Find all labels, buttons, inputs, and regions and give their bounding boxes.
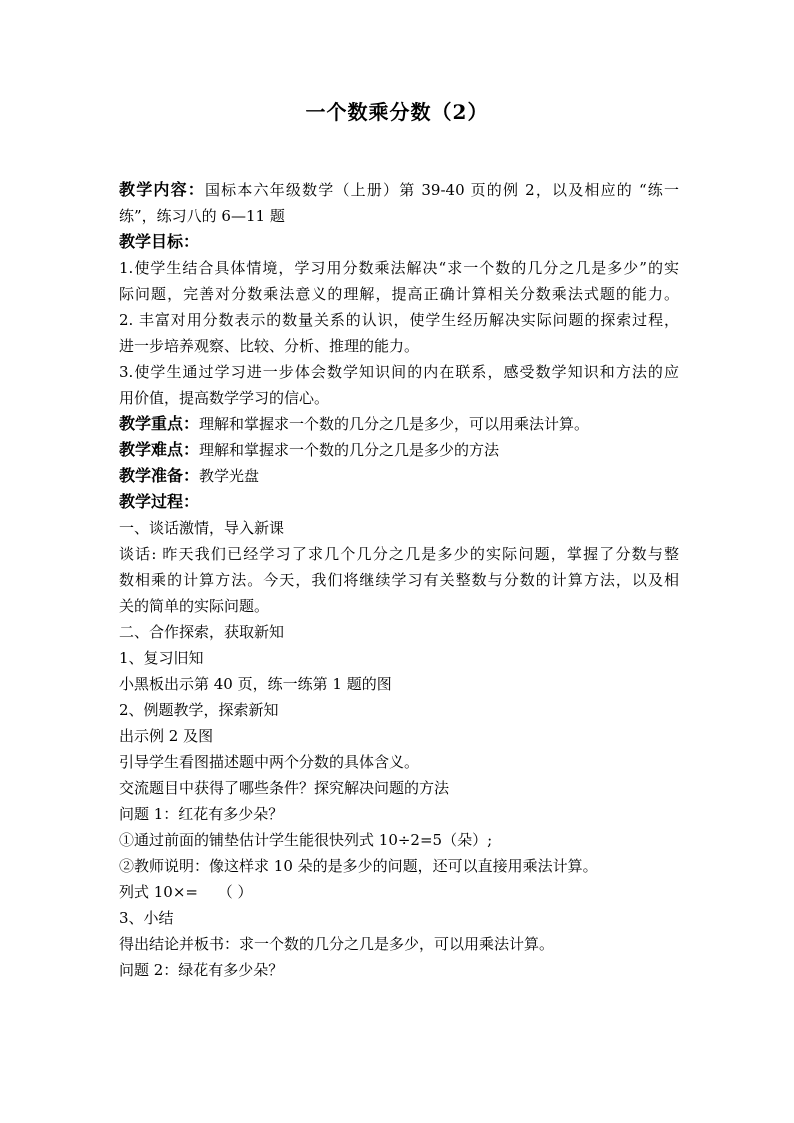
question-1-step-a: ①通过前面的铺垫估计学生能很快列式 10÷2=5（朵）; (119, 831, 493, 849)
key-point-text: 理解和掌握求一个数的几分之几是多少，可以用乘法计算。 (199, 415, 590, 433)
goal-1-line-2: 际问题，完善对分数乘法意义的理解，提高正确计算相关分数乘法式题的能力。 (119, 285, 679, 303)
question-1: 问题 1：红花有多少朵？ (119, 805, 284, 823)
goal-3-line-2: 用价值，提高数学学习的信心。 (119, 389, 330, 407)
goal-2-line-2: 进一步培养观察、比较、分析、推理的能力。 (119, 337, 420, 355)
document-body (119, 177, 679, 983)
key-point-line (119, 411, 679, 437)
example-text-1: 出示例 2 及图 (119, 727, 214, 745)
teaching-content-label: 教学内容： (119, 180, 205, 199)
summary-text: 得出结论并板书：求一个数的几分之几是多少，可以用乘法计算。 (119, 935, 555, 953)
question-1-formula: 列式 10×= （ ） (119, 883, 253, 901)
talk-line-2: 数相乘的计算方法。今天，我们将继续学习有关整数与分数的计算方法，以及相 (119, 571, 679, 589)
talk-line-3: 关的简单的实际问题。 (119, 597, 270, 615)
goal-2-line-1: 2. 丰富对用分数表示的数量关系的认识，使学生经历解决实际问题的探索过程， (119, 311, 679, 329)
goal-1-line-1: 1.使学生结合具体情境，学习用分数乘法解决“求一个数的几分之几是多少”的实 (119, 259, 679, 277)
review-text: 小黑板出示第 40 页，练一练第 1 题的图 (119, 675, 392, 693)
teaching-content-continued: 练”，练习八的 6—11 题 (119, 207, 285, 225)
section-1-heading: 一、谈话激情，导入新课 (119, 519, 285, 537)
summary-heading: 3、小结 (119, 909, 174, 927)
question-2: 问题 2：绿花有多少朵？ (119, 961, 284, 979)
teaching-goals-label: 教学目标： (119, 232, 200, 251)
teaching-content-line (119, 177, 679, 203)
example-text-3: 交流题目中获得了哪些条件？探究解决问题的方法 (119, 779, 450, 797)
preparation-line (119, 463, 679, 489)
difficulty-label: 教学难点： (119, 440, 200, 459)
difficulty-line (119, 437, 679, 463)
preparation-text: 教学光盘 (199, 467, 260, 485)
example-text-2: 引导学生看图描述题中两个分数的具体含义。 (119, 753, 420, 771)
page-title: 一个数乘分数（2） (305, 100, 489, 124)
key-point-label: 教学重点： (119, 414, 200, 433)
process-label: 教学过程： (119, 492, 200, 511)
review-heading: 1、复习旧知 (119, 649, 204, 667)
section-2-heading: 二、合作探索，获取新知 (119, 623, 285, 641)
question-1-step-b: ②教师说明：像这样求 10 朵的是多少的问题，还可以直接用乘法计算。 (119, 857, 598, 875)
goal-3-line-1: 3.使学生通过学习进一步体会数学知识间的内在联系，感受数学知识和方法的应 (119, 363, 679, 381)
preparation-label: 教学准备： (119, 466, 200, 485)
talk-line-1: 谈话: 昨天我们已经学习了求几个几分之几是多少的实际问题，掌握了分数与整 (119, 545, 679, 563)
teaching-content-text: 国标本六年级数学（上册）第 39-40 页的例 2，以及相应的 “练一 (204, 181, 679, 199)
example-heading: 2、例题教学，探索新知 (119, 701, 279, 719)
difficulty-text: 理解和掌握求一个数的几分之几是多少的方法 (199, 441, 500, 459)
